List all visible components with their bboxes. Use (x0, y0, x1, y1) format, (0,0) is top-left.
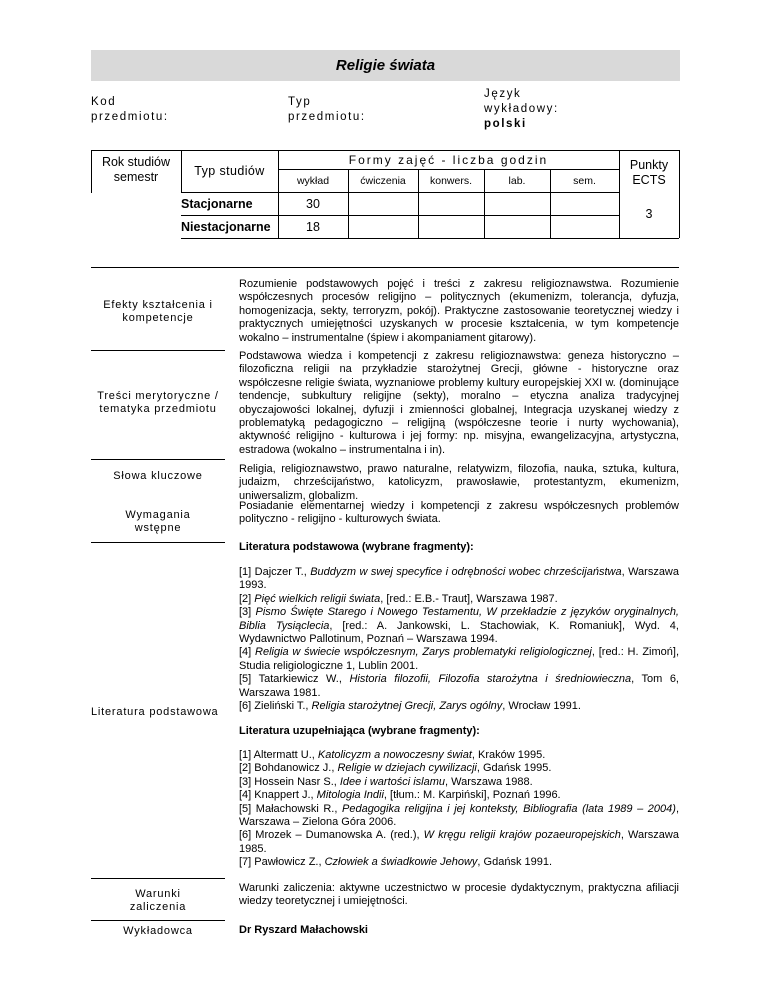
lit-podst-heading: Literatura podstawowa (wybrane fragmenty): (239, 541, 474, 553)
wymagania-label: Wymagania wstępne (125, 509, 191, 534)
typ-studiow-header: Typ studiów (194, 164, 265, 178)
efekty-label: Efekty kształcenia i kompetencje (103, 299, 213, 324)
typ-przedmiotu-label: Typ przedmiotu: (288, 96, 366, 123)
row-niestacjonarne-wyklad: 18 (306, 220, 320, 234)
ects-value: 3 (645, 207, 653, 221)
reference-item: [3] Pismo Święte Starego i Nowego Testamentu, W przekładzie z języków oryginalnych, Biblia Tysiąclecia, [red.: A. Jankowski, L. Stachowiak, K. Romaniuk], Wyd. 4, Wydawnictwo Pallotinum, Poznań – Warszawa 1994. (239, 606, 679, 646)
efekty-text: Rozumienie podstawowych pojęć i treści z zakresu religioznawstwa. Rozumienie współczesnych procesów religijno – politycznych (ekumenizm, tolerancja, dyfuzja, homogenizacja, sekty, terroryzm, pokój). Praktyczne zastosowanie teoretycznej wiedzy i praktycznych umiejętności uzyskanych w procesie kształcenia, w tym kompetencje wokalno – instrumentalne (śpiew i akompaniament gitarowy). (239, 278, 679, 344)
literatura-label: Literatura podstawowa (91, 706, 219, 718)
reference-item: [2] Bohdanowicz J., Religie w dziejach cywilizacji, Gdańsk 1995. (239, 762, 552, 775)
reference-item: [5] Małachowski R., Pedagogika religijna i jej konteksty, Bibliografia (lata 1989 – 2004), Warszawa – Zielona Góra 2006. (239, 802, 679, 829)
tresci-text: Podstawowa wiedza i kompetencji z zakresu religioznawstwa: geneza historyczno – filozoficzna religii na przykładzie starożytnej Grecji, główne - historyczne oraz współczesne religie świata, wyznaniowe problemy kultury europejskiej XXI w. (dominujące tendencje, subkultury religijne (sekty), moralno – etyczna analiza tradycyjnej obyczajowości lokalnej, dyfuzji i zmienności globalnej, Integracja uzyskanej wiedzy z problematyką pedagogiczno – religijną (współczesne teorie i nurty wychowania), aktywność religijno - kulturowa i jej formy: np. misyjna, ewangelizacyjna, artystyczna, estradowa (wokalno – instrumentalna i in). (239, 350, 679, 456)
warunki-label: Warunki zaliczenia (129, 888, 187, 913)
row-stacjonarne-wyklad: 30 (306, 197, 320, 211)
reference-item: [2] Pięć wielkich religii świata, [red.: E.B.- Traut], Warszawa 1987. (239, 592, 558, 605)
col-lab: lab. (508, 175, 526, 187)
reference-item: [5] Tatarkiewicz W., Historia filozofii, Filozofia starożytna i średniowieczna, Tom 6, Warszawa 1981. (239, 673, 679, 699)
col-cwiczenia: ćwiczenia (360, 175, 406, 187)
wymagania-text: Posiadanie elementarnej wiedzy i kompetencji z zakresu współczesnych problemów polityczno - religijno - kulturowych świata. (239, 500, 679, 526)
rok-studiow-header: Rok studiów semestr (101, 155, 171, 184)
reference-item: [4] Religia w świecie współczesnym, Zarys problematyki religiologicznej, [red.: H. Zimoń], Studia religiologiczne 1, Lublin 2001. (239, 646, 680, 672)
tresci-label: Treści merytoryczne / tematyka przedmiotu (97, 390, 219, 415)
reference-item: [3] Hossein Nasr S., Idee i wartości islamu, Warszawa 1988. (239, 775, 533, 788)
col-konwers: konwers. (429, 175, 472, 187)
reference-item: [4] Knappert J., Mitologia Indii, [tłum.: M. Karpiński], Poznań 1996. (239, 789, 561, 802)
page-title: Religie świata (91, 50, 680, 81)
jezyk-wykladowy-value: polski (484, 118, 527, 130)
lit-podst-list (239, 566, 679, 713)
col-sem: sem. (573, 175, 596, 187)
col-wyklad: wykład (296, 175, 330, 187)
jezyk-wykladowy-label: Język wykładowy: (484, 88, 559, 115)
reference-item: [1] Altermatt U., Katolicyzm a nowoczesny świat, Kraków 1995. (239, 749, 546, 761)
reference-item: [6] Zieliński T., Religia starożytnej Grecji, Zarys ogólny, Wrocław 1991. (239, 700, 581, 713)
punkty-ects-header: Punkty ECTS (629, 158, 669, 187)
reference-item: [7] Pawłowicz Z., Człowiek a świadkowie Jehowy, Gdańsk 1991. (239, 856, 553, 869)
kod-przedmiotu-label: Kod przedmiotu: (91, 96, 169, 123)
row-stacjonarne-label: Stacjonarne (181, 197, 253, 211)
row-niestacjonarne-label: Niestacjonarne (181, 220, 271, 234)
reference-item: [6] Mrozek – Dumanowska A. (red.), W kręgu religii krajów pozaeuropejskich, Warszawa 1985. (239, 829, 679, 855)
reference-item: [1] Dajczer T., Buddyzm w swej specyfice i odrębności wobec chrześcijaństwa, Warszawa 1993. (239, 566, 679, 592)
lit-uzup-heading: Literatura uzupełniająca (wybrane fragmenty): (239, 725, 480, 737)
slowa-kluczowe-text: Religia, religioznawstwo, prawo naturalne, relatywizm, filozofia, nauka, sztuka, kultura, judaizm, chrześcijaństwo, katolicyzm, prawosławie, protestantyzm, ekumenizm, uniwersalizm, globalizm. (239, 463, 679, 502)
wykladowca-label: Wykładowca (123, 925, 193, 937)
wykladowca-value: Dr Ryszard Małachowski (239, 924, 368, 936)
slowa-kluczowe-label: Słowa kluczowe (113, 470, 203, 482)
warunki-text: Warunki zaliczenia: aktywne uczestnictwo w procesie dydaktycznym, praktyczna afiliacji wiedzy teoretycznej i umiejętności. (239, 882, 679, 908)
lit-uzup-list (239, 749, 679, 870)
formy-zajec-header: Formy zajęć - liczba godzin (348, 153, 549, 167)
